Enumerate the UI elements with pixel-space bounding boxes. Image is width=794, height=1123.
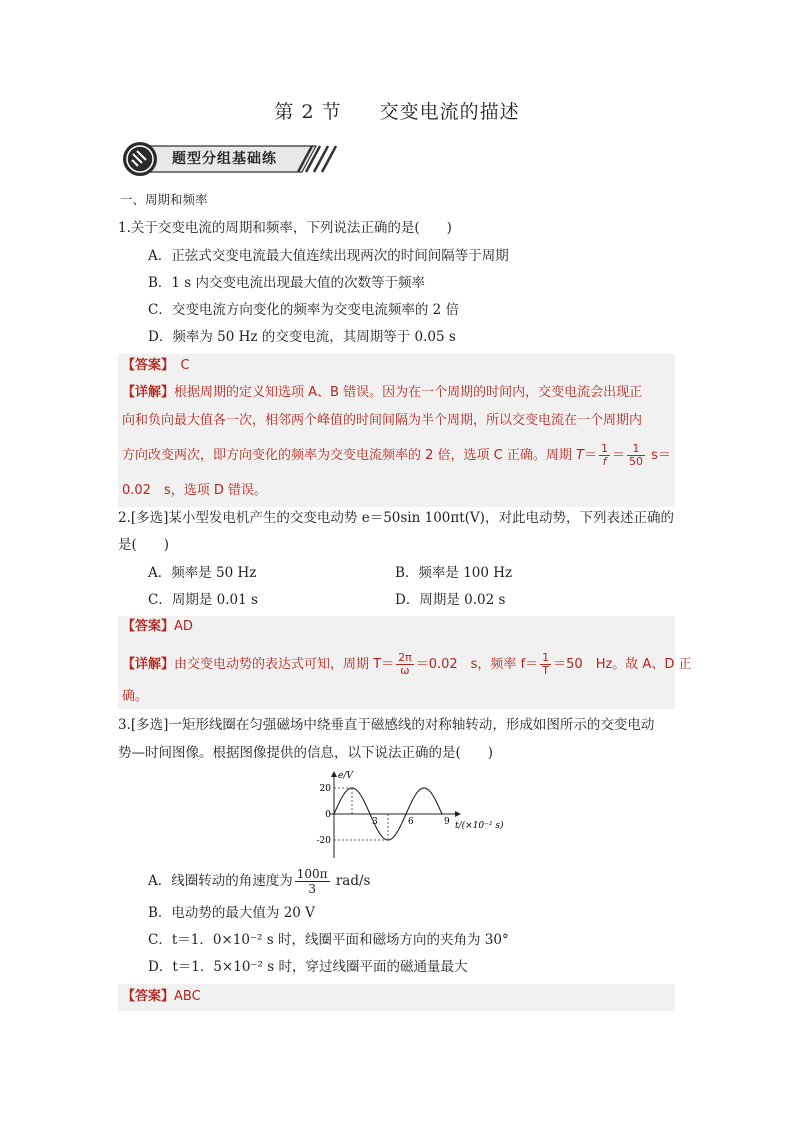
q1-option-b: B．1 s 内交变电流出现最大值的次数等于频率 [148, 275, 426, 291]
title-section: 第 2 节 [274, 101, 342, 123]
q3-stem-2: 势—时间图像。根据图像提供的信息，以下说法正确的是( ) [118, 745, 494, 761]
section-heading: 一、周期和频率 [120, 192, 208, 207]
page-title [0, 97, 794, 124]
q1-detail-2: 向和负向最大值各一次，相邻两个峰值的时间间隔为半个周期，所以交变电流在一个周期内 [122, 413, 643, 428]
q2-option-a: A．频率是 50 Hz [148, 565, 257, 581]
y-tick-label-2: -20 [316, 836, 331, 846]
q3-option-d: D．t＝1．5×10⁻² s 时，穿过线圈平面的磁通量最大 [148, 959, 468, 975]
y-axis-label: e/V [338, 771, 353, 781]
x-tick-label-6: 6 [408, 817, 414, 827]
q1-answer: 【答案】 C [122, 358, 190, 373]
q2-answer: 【答案】AD [122, 619, 193, 634]
q1-option-c: C．交变电流方向变化的频率为交变电流频率的 2 倍 [148, 302, 460, 318]
y-tick-label-1: 0 [325, 810, 331, 820]
q3-stem-1: 3.[多选]一矩形线圈在匀强磁场中绕垂直于磁感线的对称轴转动，形成如图所示的交变电动 [118, 717, 655, 733]
q1-detail-3: 方向改变两次，即方向变化的频率为交变电流频率的 2 倍，选项 C 正确。周期 T＝ $\frac{1}{f}$ ＝ $\frac{1}{50}$ s＝ [122, 442, 671, 468]
x-tick-label-3: 3 [372, 817, 378, 827]
q3-option-c: C．t＝1．0×10⁻² s 时，线圈平面和磁场方向的夹角为 30° [148, 932, 509, 948]
q3-answer: 【答案】ABC [122, 989, 201, 1004]
q2-option-c: C．周期是 0.01 s [148, 592, 258, 608]
q2-detail-2: 确。 [122, 689, 149, 704]
q1-option-a: A．正弦式交变电流最大值连续出现两次的时间间隔等于周期 [148, 248, 509, 264]
x-tick-label-9: 9 [444, 817, 450, 827]
q3-answer-box [118, 984, 675, 1011]
title-name: 交变电流的描述 [379, 101, 520, 123]
q2-detail-1: 【详解】由交变电动势的表达式可知，周期 T＝ $\frac{2\pi}{\omega}$ ＝0.02 s，频率 f＝ $\frac{1}{T}$ ＝50 Hz。故 A、D 正 [122, 651, 692, 677]
q2-option-d: D．周期是 0.02 s [395, 592, 506, 608]
q2-stem-1: 2.[多选]某小型发电机产生的交变电动势 e＝50sin 100πt(V)，对此电动势，下列表述正确的 [118, 510, 674, 526]
q3-option-a: A．线圈转动的角速度为 $\frac{100\pi}{3}$ rad/s [148, 867, 371, 896]
y-tick-label-0: 20 [319, 784, 331, 794]
section-banner [120, 140, 342, 178]
x-axis-label: t/(×10⁻² s) [455, 821, 504, 831]
banner-label: 题型分组基础练 [172, 151, 277, 167]
q1-detail-1: 【详解】根据周期的定义知选项 A、B 错误。因为在一个周期的时间内，交变电流会出现正 [122, 385, 643, 400]
q2-option-b: B．频率是 100 Hz [395, 565, 513, 581]
q2-stem-2: 是( ) [118, 537, 170, 553]
q1-detail-4: 0.02 s，选项 D 错误。 [122, 483, 267, 498]
q1-option-d: D．频率为 50 Hz 的交变电流，其周期等于 0.05 s [148, 329, 456, 345]
q1-stem: 1.关于交变电流的周期和频率，下列说法正确的是( ) [118, 220, 452, 236]
q3-option-b: B．电动势的最大值为 20 V [148, 905, 315, 921]
emf-time-chart [310, 768, 520, 860]
